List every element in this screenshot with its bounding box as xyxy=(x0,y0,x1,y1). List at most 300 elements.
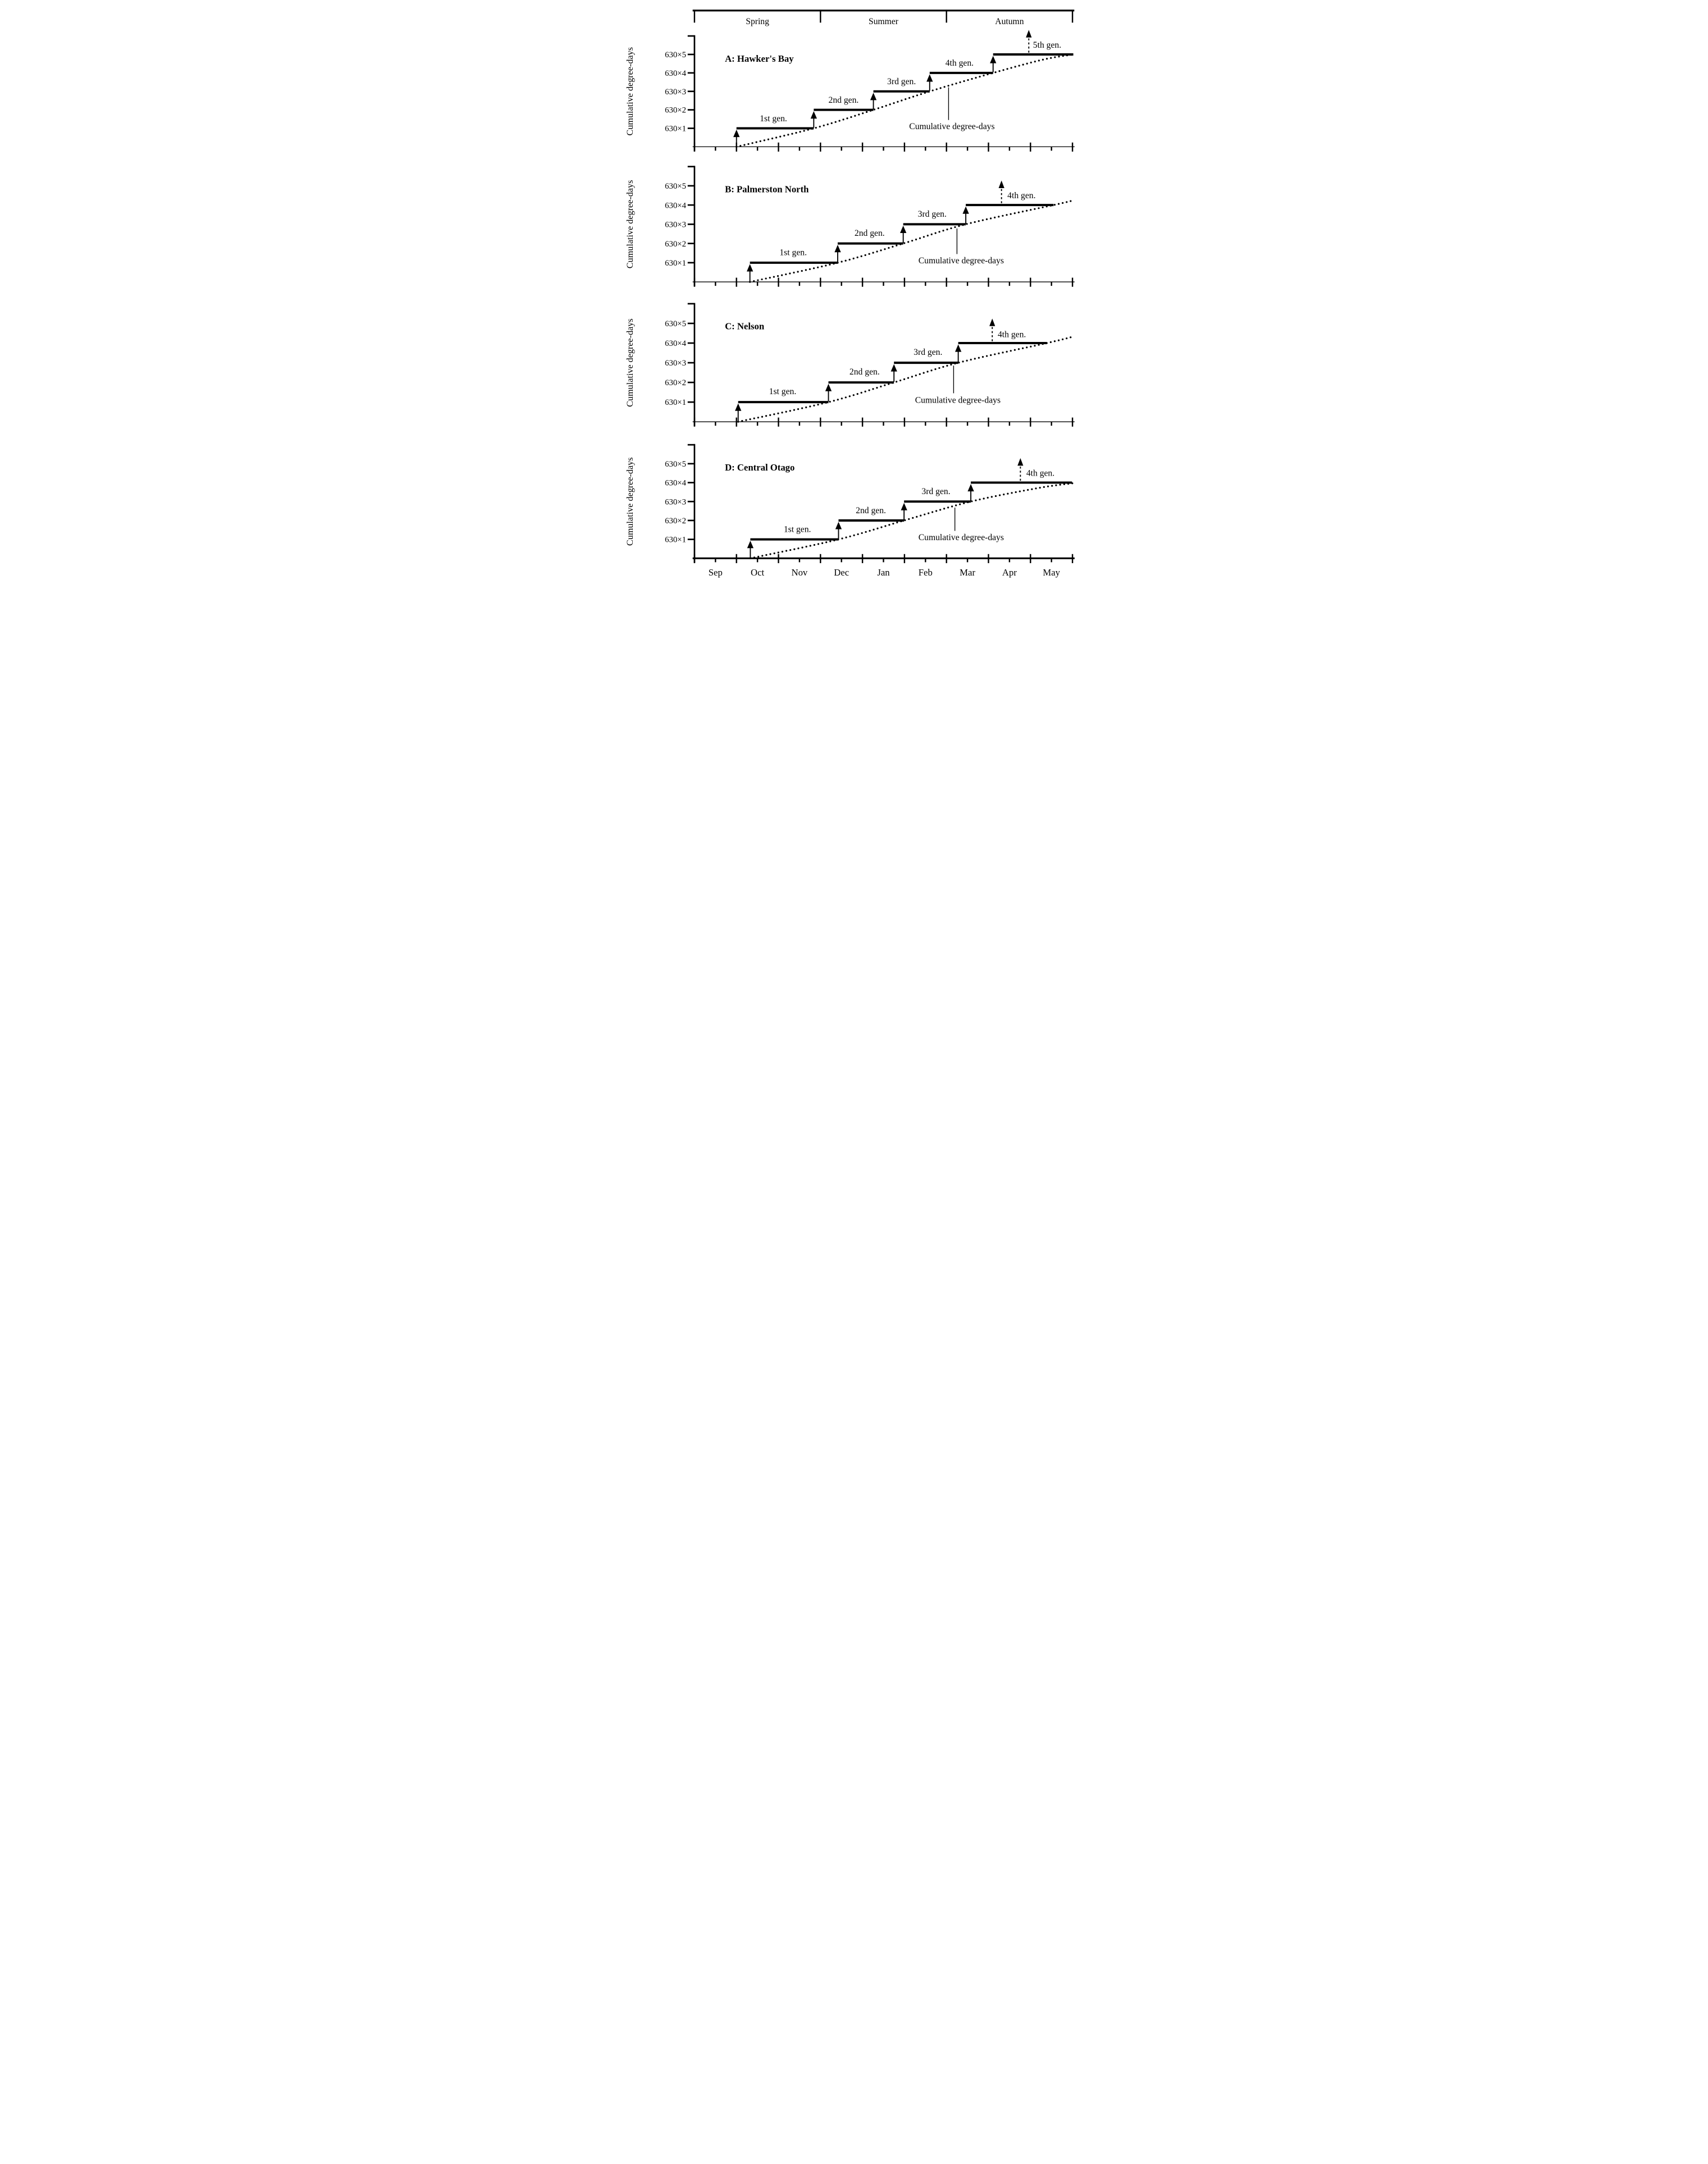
curve-dot xyxy=(769,553,771,555)
curve-dot xyxy=(753,280,755,282)
generation-label: 2nd gen. xyxy=(828,95,859,105)
curve-dot xyxy=(938,367,940,369)
curve-dot xyxy=(787,134,789,135)
curve-dot xyxy=(817,404,819,405)
curve-dot xyxy=(888,247,889,249)
curve-dot xyxy=(911,240,913,241)
curve-dot xyxy=(829,540,831,542)
generation-label: 1st gen. xyxy=(769,387,797,397)
curve-dot xyxy=(901,99,902,101)
curve-dot xyxy=(1007,493,1008,495)
curve-dot xyxy=(1047,486,1049,487)
curve-dot xyxy=(926,371,928,372)
season-label: Summer xyxy=(869,17,898,27)
generation-label: 1st gen. xyxy=(779,248,807,258)
curve-dot xyxy=(760,140,761,142)
curve-dot xyxy=(793,409,795,411)
curve-dot xyxy=(1062,202,1063,204)
curve-dot xyxy=(1031,489,1033,490)
month-label: Oct xyxy=(751,567,765,578)
curve-dot xyxy=(884,525,886,527)
season-label: Autumn xyxy=(995,17,1024,27)
curve-dot xyxy=(1015,491,1017,493)
y-tick-label: 630×1 xyxy=(665,398,687,408)
curve-dot xyxy=(853,258,855,259)
curve-dot xyxy=(1034,61,1036,62)
curve-dot xyxy=(1022,348,1024,349)
curve-dot xyxy=(959,504,961,505)
curve-dot xyxy=(814,544,815,546)
generation-label: 2nd gen. xyxy=(854,229,885,239)
curve-dot xyxy=(1038,60,1040,61)
annotation-label: Cumulative degree-days xyxy=(918,532,1004,542)
curve-dot xyxy=(818,543,819,545)
curve-dot xyxy=(971,78,972,80)
curve-dot xyxy=(880,526,882,528)
curve-dot xyxy=(920,515,921,517)
curve-dot xyxy=(845,537,847,538)
curve-dot xyxy=(861,392,862,394)
curve-dot xyxy=(1030,62,1032,63)
panel-title: C: Nelson xyxy=(725,321,765,332)
curve-dot xyxy=(749,418,751,420)
curve-dot xyxy=(761,279,762,280)
curve-dot xyxy=(1014,212,1016,214)
y-tick-label: 630×3 xyxy=(665,87,687,97)
curve-dot xyxy=(805,269,807,271)
curve-dot xyxy=(813,267,815,269)
curve-dot xyxy=(986,355,988,357)
generation-label: 1st gen. xyxy=(760,113,787,124)
curve-dot xyxy=(853,394,855,396)
curve-dot xyxy=(835,121,837,123)
curve-dot xyxy=(864,391,866,392)
curve-dot xyxy=(845,260,847,262)
curve-dot xyxy=(931,234,933,235)
curve-dot xyxy=(899,380,901,381)
curve-dot xyxy=(934,368,936,370)
curve-dot xyxy=(805,407,807,408)
curve-dot xyxy=(889,103,890,105)
curve-dot xyxy=(1034,208,1035,210)
curve-dot xyxy=(962,360,963,362)
curve-dot xyxy=(1030,209,1031,211)
curve-dot xyxy=(765,415,767,417)
y-tick-label: 630×2 xyxy=(665,106,687,115)
curve-dot xyxy=(846,117,848,119)
curve-dot xyxy=(1014,349,1016,351)
curve-dot xyxy=(741,420,743,422)
curve-dot xyxy=(869,253,870,255)
curve-dot xyxy=(775,136,777,138)
y-tick-label: 630×5 xyxy=(665,182,687,191)
curve-dot xyxy=(893,102,894,104)
y-tick-label: 630×5 xyxy=(665,319,687,329)
curve-dot xyxy=(959,81,961,83)
curve-dot xyxy=(923,372,925,373)
curve-dot xyxy=(967,79,969,81)
curve-dot xyxy=(995,495,997,497)
curve-dot xyxy=(849,259,851,261)
curve-dot xyxy=(1039,487,1041,489)
curve-dot xyxy=(789,549,791,551)
curve-dot xyxy=(938,231,940,232)
curve-dot xyxy=(757,279,759,281)
curve-dot xyxy=(1002,69,1004,71)
curve-dot xyxy=(797,408,799,410)
curve-dot xyxy=(765,277,766,279)
curve-dot xyxy=(1002,351,1003,353)
curve-dot xyxy=(829,401,831,403)
curve-dot xyxy=(979,499,980,500)
curve-dot xyxy=(928,512,929,514)
generation-label: 3rd gen. xyxy=(887,77,916,87)
curve-dot xyxy=(841,261,842,262)
curve-dot xyxy=(998,70,1000,72)
curve-dot xyxy=(761,555,763,556)
curve-dot xyxy=(743,144,745,145)
final-generation-label: 5th gen. xyxy=(1033,40,1062,51)
curve-dot xyxy=(841,537,843,539)
curve-dot xyxy=(915,239,917,240)
generation-label: 2nd gen. xyxy=(849,367,880,377)
curve-dot xyxy=(1018,212,1020,213)
curve-dot xyxy=(1006,68,1008,70)
curve-dot xyxy=(872,388,874,390)
curve-dot xyxy=(1030,346,1031,348)
curve-dot xyxy=(940,87,942,89)
curve-dot xyxy=(849,395,851,397)
curve-dot xyxy=(979,76,980,77)
curve-dot xyxy=(994,71,996,73)
curve-dot xyxy=(975,77,976,79)
curve-dot xyxy=(1011,492,1012,494)
curve-dot xyxy=(809,405,811,407)
curve-dot xyxy=(1023,490,1025,491)
curve-dot xyxy=(1058,203,1059,205)
curve-dot xyxy=(1054,56,1056,58)
curve-dot xyxy=(876,387,878,389)
curve-dot xyxy=(1066,201,1067,203)
curve-dot xyxy=(813,405,815,407)
y-tick-label: 630×4 xyxy=(665,339,687,349)
curve-dot xyxy=(789,410,791,412)
curve-dot xyxy=(768,139,769,140)
month-label: Sep xyxy=(708,567,723,578)
curve-dot xyxy=(765,554,767,556)
month-label: Nov xyxy=(791,567,808,578)
final-generation-label: 4th gen. xyxy=(997,330,1026,340)
curve-dot xyxy=(810,545,811,546)
curve-dot xyxy=(943,508,945,509)
curve-dot xyxy=(920,93,922,95)
curve-dot xyxy=(885,105,887,107)
curve-dot xyxy=(955,83,957,84)
curve-dot xyxy=(1022,211,1024,212)
month-label: Feb xyxy=(918,567,933,578)
curve-dot xyxy=(757,556,759,558)
curve-dot xyxy=(936,88,938,90)
curve-dot xyxy=(884,385,885,386)
curve-dot xyxy=(892,246,893,248)
curve-dot xyxy=(795,132,797,134)
curve-dot xyxy=(801,546,803,548)
curve-dot xyxy=(797,271,798,272)
curve-dot xyxy=(919,373,921,375)
curve-dot xyxy=(966,360,968,362)
curve-dot xyxy=(781,412,783,413)
curve-dot xyxy=(1055,485,1057,486)
curve-dot xyxy=(970,359,972,360)
curve-dot xyxy=(935,232,937,234)
curve-dot xyxy=(1022,63,1024,65)
curve-dot xyxy=(764,139,765,141)
curve-dot xyxy=(1042,59,1044,61)
curve-dot xyxy=(878,107,879,109)
curve-dot xyxy=(896,381,897,382)
curve-dot xyxy=(783,135,785,136)
curve-dot xyxy=(849,536,851,537)
curve-dot xyxy=(781,274,783,276)
curve-dot xyxy=(919,238,921,239)
curve-dot xyxy=(797,547,799,549)
curve-dot xyxy=(896,522,898,523)
panel-title: B: Palmerston North xyxy=(725,184,809,195)
curve-dot xyxy=(958,225,960,227)
generation-label: 3rd gen. xyxy=(917,209,947,219)
curve-dot xyxy=(793,548,795,550)
curve-dot xyxy=(955,504,957,506)
curve-dot xyxy=(803,130,805,131)
curve-dot xyxy=(789,272,791,274)
curve-dot xyxy=(983,75,984,76)
month-label: Mar xyxy=(960,567,976,578)
curve-dot xyxy=(905,98,906,100)
curve-dot xyxy=(994,353,995,355)
curve-dot xyxy=(1043,486,1045,488)
curve-dot xyxy=(857,533,858,535)
curve-dot xyxy=(982,220,984,221)
curve-dot xyxy=(866,111,867,113)
y-tick-label: 630×3 xyxy=(665,359,687,368)
curve-dot xyxy=(978,220,980,222)
curve-dot xyxy=(779,136,781,138)
month-label: Jan xyxy=(877,567,890,578)
curve-dot xyxy=(908,518,910,520)
generation-label: 4th gen. xyxy=(945,58,974,69)
curve-dot xyxy=(950,364,952,366)
curve-dot xyxy=(1010,67,1012,69)
season-label: Spring xyxy=(746,17,769,27)
curve-dot xyxy=(903,378,905,380)
y-tick-label: 630×2 xyxy=(665,517,687,526)
curve-dot xyxy=(829,264,830,266)
curve-dot xyxy=(831,122,833,124)
curve-dot xyxy=(823,125,825,126)
final-generation-label: 4th gen. xyxy=(1007,190,1036,200)
curve-dot xyxy=(873,529,874,531)
curve-dot xyxy=(769,277,771,279)
curve-dot xyxy=(751,142,753,144)
curve-dot xyxy=(1050,341,1052,343)
curve-dot xyxy=(947,506,949,508)
curve-dot xyxy=(1070,336,1071,338)
curve-dot xyxy=(923,236,925,238)
month-label: Apr xyxy=(1002,567,1017,578)
curve-dot xyxy=(1038,207,1039,209)
curve-dot xyxy=(927,235,929,236)
curve-dot xyxy=(841,398,843,399)
panel-title: D: Central Otago xyxy=(725,462,795,473)
curve-dot xyxy=(991,496,993,497)
generation-label: 3rd gen. xyxy=(921,487,951,497)
y-axis-title: Cumulative degree-days xyxy=(625,457,636,546)
curve-dot xyxy=(970,222,971,224)
curve-dot xyxy=(862,112,864,114)
curve-dot xyxy=(954,226,956,228)
curve-dot xyxy=(853,535,855,536)
curve-dot xyxy=(869,530,870,532)
curve-dot xyxy=(1006,351,1008,353)
curve-dot xyxy=(782,551,783,553)
curve-dot xyxy=(932,89,934,91)
curve-dot xyxy=(857,393,858,395)
y-tick-label: 630×2 xyxy=(665,239,687,249)
curve-dot xyxy=(1026,346,1027,348)
curve-dot xyxy=(769,414,771,416)
curve-dot xyxy=(950,227,952,229)
y-axis-title: Cumulative degree-days xyxy=(625,180,636,269)
curve-dot xyxy=(773,276,775,277)
curve-dot xyxy=(942,366,944,368)
curve-dot xyxy=(747,143,749,145)
curve-dot xyxy=(1038,344,1039,346)
generation-label: 2nd gen. xyxy=(856,505,886,515)
y-tick-label: 630×2 xyxy=(665,378,687,388)
y-tick-label: 630×5 xyxy=(665,51,687,60)
curve-dot xyxy=(799,131,801,133)
curve-dot xyxy=(1042,207,1044,208)
curve-dot xyxy=(998,216,999,217)
curve-dot xyxy=(978,357,980,359)
curve-dot xyxy=(915,375,917,376)
curve-dot xyxy=(998,353,999,354)
curve-dot xyxy=(897,101,898,103)
curve-dot xyxy=(785,273,787,275)
curve-dot xyxy=(1003,494,1004,495)
curve-dot xyxy=(946,365,948,367)
curve-dot xyxy=(761,416,763,418)
annotation-label: Cumulative degree-days xyxy=(918,256,1004,266)
curve-dot xyxy=(745,419,747,421)
curve-dot xyxy=(827,124,829,125)
curve-dot xyxy=(916,516,917,518)
curve-dot xyxy=(946,229,948,230)
curve-dot xyxy=(845,396,847,398)
curve-dot xyxy=(756,141,757,143)
curve-dot xyxy=(888,524,890,526)
curve-dot xyxy=(1058,56,1059,57)
y-tick-label: 630×4 xyxy=(665,478,687,488)
curve-dot xyxy=(857,257,858,258)
curve-dot xyxy=(786,411,787,413)
final-generation-label: 4th gen. xyxy=(1026,468,1055,478)
month-axis-labels xyxy=(709,567,1061,578)
curve-dot xyxy=(757,417,759,418)
curve-dot xyxy=(884,248,885,250)
curve-dot xyxy=(876,250,878,252)
curve-dot xyxy=(986,218,988,220)
curve-dot xyxy=(837,399,839,400)
y-tick-label: 630×1 xyxy=(665,124,687,134)
curve-dot xyxy=(951,84,953,85)
curve-dot xyxy=(861,532,862,534)
curve-dot xyxy=(1062,339,1063,340)
curve-dot xyxy=(868,389,870,391)
y-axis-title: Cumulative degree-days xyxy=(625,47,636,136)
curve-dot xyxy=(1010,350,1012,351)
curve-dot xyxy=(858,113,860,115)
panel-title: A: Hawker's Bay xyxy=(725,53,794,64)
curve-dot xyxy=(896,245,897,246)
y-tick-label: 630×1 xyxy=(665,258,687,268)
curve-dot xyxy=(1034,345,1035,346)
curve-dot xyxy=(833,400,835,401)
curve-dot xyxy=(861,255,862,257)
curve-dot xyxy=(854,115,856,117)
curve-dot xyxy=(975,500,976,501)
curve-dot xyxy=(774,553,775,554)
curve-dot xyxy=(990,354,992,356)
curve-dot xyxy=(912,517,914,519)
curve-dot xyxy=(987,497,989,499)
curve-dot xyxy=(1050,57,1052,59)
curve-dot xyxy=(1018,348,1020,350)
curve-dot xyxy=(771,138,773,139)
curve-dot xyxy=(912,95,914,97)
curve-dot xyxy=(825,264,826,266)
curve-dot xyxy=(903,242,905,244)
curve-dot xyxy=(882,106,883,108)
curve-dot xyxy=(935,510,937,512)
curve-dot xyxy=(974,221,976,223)
curve-dot xyxy=(819,126,821,127)
curve-dot xyxy=(908,97,910,99)
curve-dot xyxy=(1002,215,1003,217)
curve-dot xyxy=(907,241,909,243)
curve-dot xyxy=(801,270,803,272)
degree-days-figure xyxy=(624,4,1084,588)
curve-dot xyxy=(880,249,882,251)
curve-dot xyxy=(806,546,807,547)
curve-dot xyxy=(947,85,949,86)
generation-label: 1st gen. xyxy=(783,524,811,535)
generation-label: 3rd gen. xyxy=(914,348,943,358)
annotation-label: Cumulative degree-days xyxy=(909,121,995,131)
annotation-label: Cumulative degree-days xyxy=(915,395,1001,405)
curve-dot xyxy=(982,356,984,358)
month-label: May xyxy=(1043,567,1061,578)
curve-dot xyxy=(1046,58,1048,60)
curve-dot xyxy=(951,505,953,507)
curve-dot xyxy=(1066,337,1067,339)
curve-dot xyxy=(907,377,909,379)
curve-dot xyxy=(930,369,932,371)
curve-dot xyxy=(994,217,995,218)
curve-dot xyxy=(872,252,874,254)
curve-dot xyxy=(944,86,946,88)
curve-dot xyxy=(786,550,787,551)
